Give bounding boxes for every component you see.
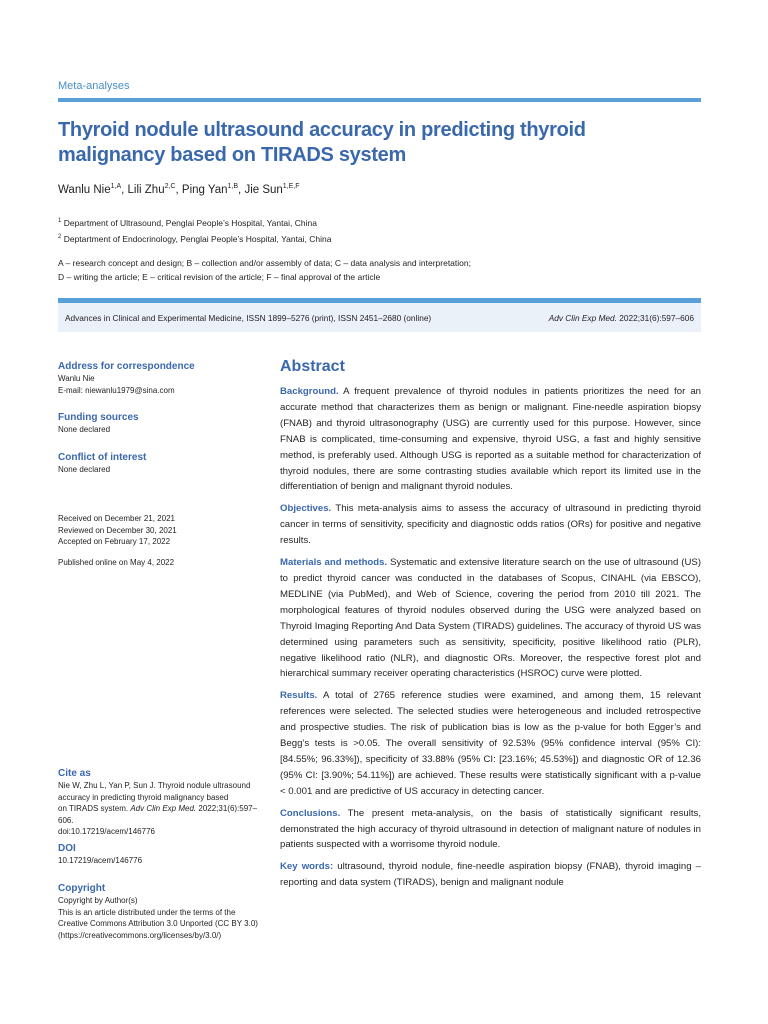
copyright-block bbox=[58, 882, 258, 941]
cite-line: accuracy in predicting thyroid malignancy based bbox=[58, 792, 229, 802]
affiliation-text: Department of Ultrasound, Penglai People’s Hospital, Yantai, China bbox=[63, 217, 317, 228]
affiliations bbox=[58, 214, 331, 246]
cite-volume: 2022;31(6):597–606. bbox=[58, 804, 258, 825]
abstract-heading: Abstract bbox=[280, 358, 345, 375]
affiliation-line bbox=[58, 214, 331, 230]
abstract-keywords bbox=[280, 859, 701, 891]
funding-heading: Funding sources bbox=[58, 412, 139, 423]
abstract-results bbox=[280, 688, 701, 799]
author-separator: , bbox=[121, 183, 128, 196]
correspondence-block bbox=[58, 360, 258, 396]
published-date: Published online on May 4, 2022 bbox=[58, 558, 175, 567]
journal-abbrev: Adv Clin Exp Med. bbox=[548, 312, 617, 323]
section-label: Meta-analyses bbox=[58, 80, 130, 92]
paragraph-text: A frequent prevalence of thyroid nodules in patients prioritizes the need for an accurate method that characterizes them as benign or malignant. Fine-needle aspiration biopsy (FNAB) and thyroid ultrasonography (USG) are currently used for this purpose. However, since FNAB is complicated, time-consuming and expensive, thyroid USG, a fast and highly sensitive method, is preferably used. Although USG is reported as a suitable method for characterization of thyroid nodules, there are some contrasting studies available which report its limited use in the differentiation of benign and malignant thyroid nodules. bbox=[280, 386, 701, 493]
conflict-heading: Conflict of interest bbox=[58, 452, 147, 463]
abstract-objectives bbox=[280, 501, 701, 549]
affiliation-number: 1 bbox=[58, 218, 62, 224]
correspondence-name: Wanlu Nie bbox=[58, 374, 95, 383]
cite-text: on TIRADS system. bbox=[58, 804, 131, 813]
author-name: Lili Zhu bbox=[127, 183, 165, 196]
paragraph-lead: Conclusions. bbox=[280, 807, 341, 819]
cite-heading: Cite as bbox=[58, 768, 91, 779]
received-date: Received on December 21, 2021 bbox=[58, 514, 175, 523]
cite-journal: Adv Clin Exp Med. bbox=[130, 804, 197, 813]
top-rule bbox=[58, 98, 701, 102]
journal-issn: Advances in Clinical and Experimental Medicine, ISSN 1899–5276 (print), ISSN 2451–2680 (online) bbox=[65, 312, 432, 323]
dates-block bbox=[58, 513, 258, 548]
author-affiliation-marker: 1,E,F bbox=[282, 183, 300, 190]
journal-volume: 2022;31(6):597–606 bbox=[616, 312, 694, 323]
funding-block bbox=[58, 411, 258, 436]
copyright-line: Creative Commons Attribution 3.0 Unported (CC BY 3.0) bbox=[58, 919, 258, 928]
paragraph-lead: Objectives. bbox=[280, 503, 332, 515]
reviewed-date: Reviewed on December 30, 2021 bbox=[58, 525, 177, 535]
affiliation-line bbox=[58, 230, 331, 246]
article-title: Thyroid nodule ultrasound accuracy in predicting thyroid malignancy based on TIRADS system bbox=[58, 119, 586, 166]
abstract-background bbox=[280, 384, 701, 495]
paragraph-lead: Materials and methods. bbox=[280, 557, 388, 569]
doi-block bbox=[58, 842, 258, 867]
author-affiliation-marker: 2,C bbox=[164, 183, 176, 190]
correspondence-heading: Address for correspondence bbox=[58, 361, 195, 372]
paragraph-text: A total of 2765 reference studies were examined, and among them, 15 relevant references were selected. The selected studies were heterogeneous and included retrospective and prospective studies. The risk of publication bias is low as the p-value for both Egger’s and Begg’s tests is >0.05. The overall sensitivity of 92.53% (95% confidence interval (95% CI): [84.55%; 96.33%]), specificity of 33.88% (95% CI: [23.16%; 45.53%]) and diagnostic OR of 12.36 (95% CI: [3.90%; 54.11%]) are achieved. These results were statistically significant with a p-value < 0.001 and are predictive of US accuracy in detecting cancer. bbox=[280, 690, 701, 797]
copyright-heading: Copyright bbox=[58, 883, 106, 894]
accepted-date: Accepted on February 17, 2022 bbox=[58, 537, 171, 546]
paragraph-lead: Key words: bbox=[280, 861, 334, 873]
paragraph-text: This meta-analysis aims to assess the accuracy of ultrasound in predicting thyroid cancer in terms of sensitivity, specificity and diagnostic odds ratios (ORs) for positive and negative results. bbox=[280, 503, 701, 547]
cite-line: Nie W, Zhu L, Yan P, Sun J. Thyroid nodule ultrasound bbox=[58, 781, 251, 790]
author-separator: , bbox=[238, 183, 245, 196]
author-affiliation-marker: 1,B bbox=[227, 183, 239, 190]
abstract-section bbox=[280, 357, 701, 897]
cite-doi[interactable]: doi:10.17219/acem/146776 bbox=[58, 827, 155, 836]
affiliation-text: Deptartment of Endocrinology, Penglai People’s Hospital, Yantai, China bbox=[63, 233, 332, 244]
funding-text: None declared bbox=[58, 425, 111, 434]
author-name: Jie Sun bbox=[244, 183, 283, 196]
journal-info-bar bbox=[58, 298, 701, 332]
paragraph-lead: Results. bbox=[280, 690, 318, 702]
abstract-conclusions bbox=[280, 806, 701, 854]
author-name: Ping Yan bbox=[181, 183, 228, 196]
correspondence-email[interactable]: E-mail: niewanlu1979@sina.com bbox=[58, 385, 175, 395]
conflict-block bbox=[58, 451, 258, 476]
conflict-text: None declared bbox=[58, 465, 111, 474]
paragraph-text: ultrasound, thyroid nodule, fine-needle aspiration biopsy (FNAB), thyroid imaging – reporting and data system (TIRADS), benign and malignant nodule bbox=[280, 861, 701, 889]
doi-value[interactable]: 10.17219/acem/146776 bbox=[58, 856, 143, 865]
affiliation-number: 2 bbox=[58, 233, 62, 240]
copyright-line: This is an article distributed under the terms of the bbox=[58, 907, 236, 917]
published-block bbox=[58, 557, 258, 569]
abstract-methods bbox=[280, 555, 701, 682]
paragraph-lead: Background. bbox=[280, 386, 339, 397]
author-name: Wanlu Nie bbox=[58, 183, 111, 196]
contribution-line: A – research concept and design; B – collection and/or assembly of data; C – data analysis and interpretation; bbox=[58, 258, 471, 268]
author-separator: , bbox=[175, 183, 182, 196]
copyright-line: Copyright by Author(s) bbox=[58, 896, 138, 905]
license-link[interactable]: (https://creativecommons.org/licenses/by/3.0/) bbox=[58, 930, 222, 940]
cite-line bbox=[58, 803, 258, 826]
doi-heading: DOI bbox=[58, 843, 76, 854]
author-contributions bbox=[58, 256, 471, 284]
author-list bbox=[58, 183, 300, 196]
author-affiliation-marker: 1,A bbox=[110, 183, 122, 190]
journal-citation bbox=[549, 313, 694, 323]
cite-block bbox=[58, 767, 258, 838]
paragraph-text: The present meta-analysis, on the basis of statistically significant results, demonstrated the high accuracy of thyroid ultrasound in detection of malignant nature of nodules in patients suspected with a worrisome thyroid nodule. bbox=[280, 807, 701, 851]
paragraph-text: Systematic and extensive literature search on the use of ultrasound (US) to predict thyroid cancer was conducted in the databases of Scopus, CINAHL (via EBSCO), MEDLINE (via PubMed), and Web of Science, covering the period from 2010 till 2021. The morphological features of thyroid nodules observed during the USG were analyzed based on Thyroid Imaging Reporting And Data System (TIRADS) guidelines. The accuracy of thyroid US was determined using parameters such as sensitivity, specificity, positive likelihood ratio (PLR), negative likelihood ratio (NLR), and diagnostic ORs. Moreover, the respective forest plot and hierarchical summary receiver operating characteristics (HSROC) curve were plotted. bbox=[280, 557, 702, 680]
contribution-line: D – writing the article; E – critical revision of the article; F – final approval of the article bbox=[58, 272, 381, 282]
